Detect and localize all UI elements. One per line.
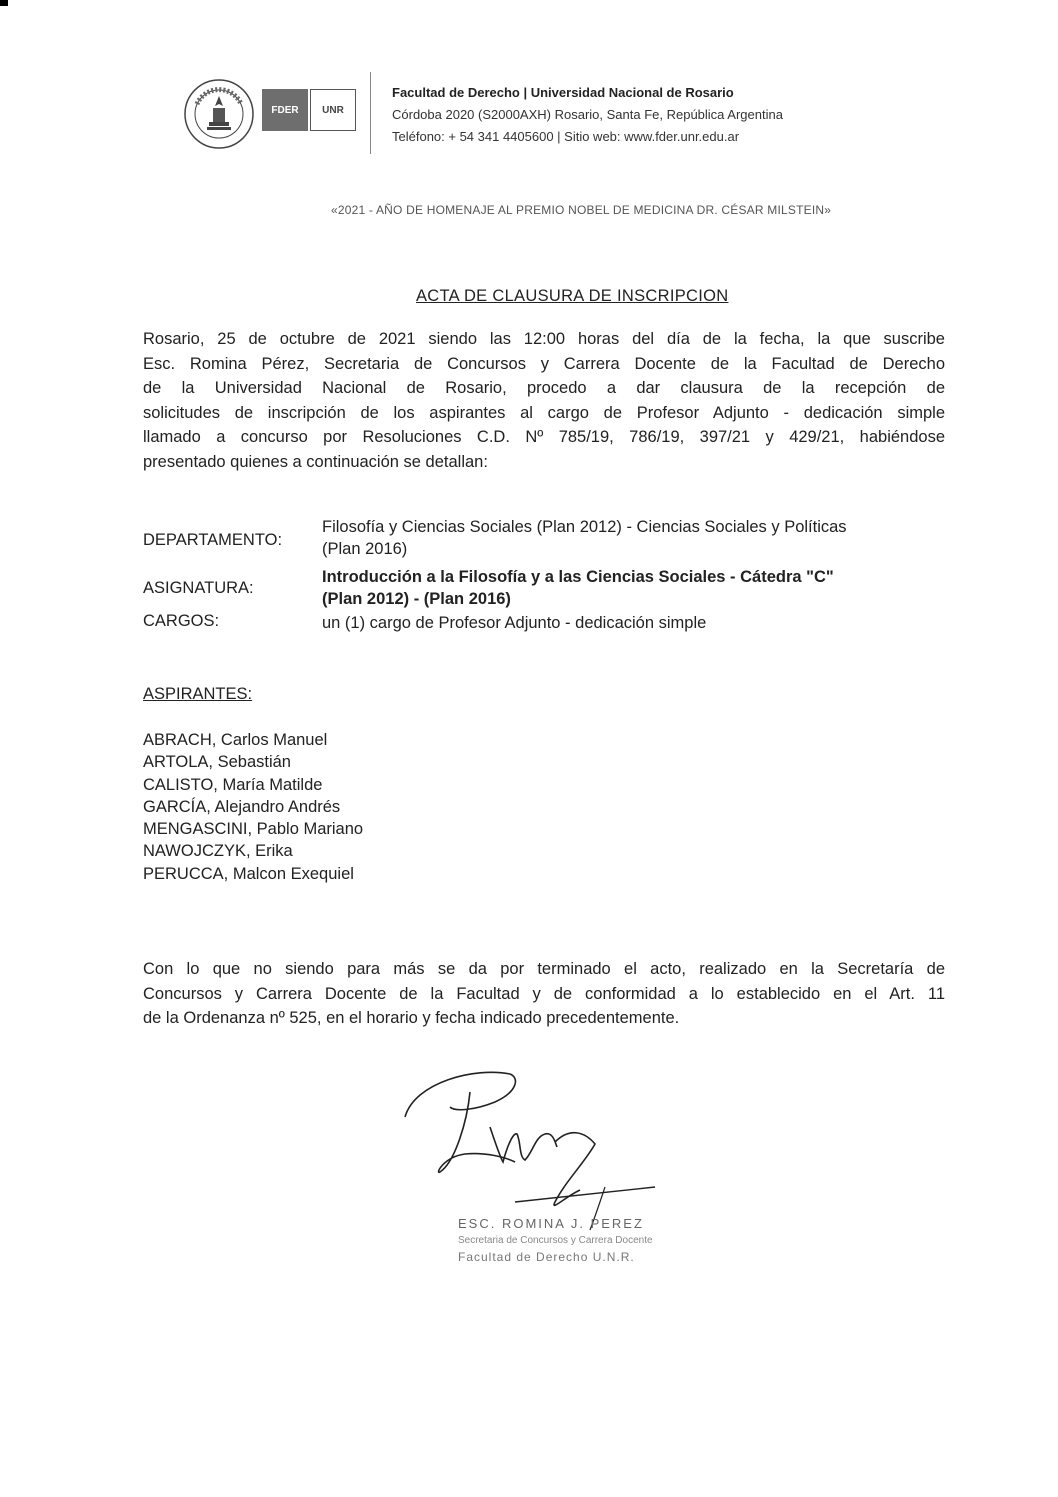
list-item: NAWOJCZYK, Erika <box>143 842 293 861</box>
document-title: ACTA DE CLAUSURA DE INSCRIPCION <box>416 287 729 305</box>
signature-stamp <box>458 1216 653 1264</box>
asignatura-line: Introducción a la Filosofía y a las Ciencias Sociales - Cátedra "C" <box>322 568 834 586</box>
scan-corner-mark <box>0 0 8 6</box>
institution-contact: Teléfono: + 54 341 4405600 | Sitio web: www.fder.unr.edu.ar <box>392 129 740 144</box>
closing-paragraph <box>143 957 945 1031</box>
intro-paragraph <box>143 327 945 474</box>
list-item: GARCÍA, Alejandro Andrés <box>143 797 341 816</box>
cargos-value: un (1) cargo de Profesor Adjunto - dedicación simple <box>322 614 707 632</box>
stamp-unit: Facultad de Derecho U.N.R. <box>458 1250 635 1264</box>
aspirantes-title: ASPIRANTES: <box>143 685 253 703</box>
closing-line: Concursos y Carrera Docente de la Facultad y de conformidad a lo establecido en el Art. 11 <box>143 984 945 1003</box>
intro-line: solicitudes de inscripción de los aspirantes al cargo de Profesor Adjunto - dedicación simple <box>143 403 945 422</box>
intro-line: Esc. Romina Pérez, Secretaria de Concursos y Carrera Docente de la Facultad de Derecho <box>143 354 945 373</box>
list-item: ABRACH, Carlos Manuel <box>143 731 328 749</box>
departamento-line: Filosofía y Ciencias Sociales (Plan 2012) - Ciencias Sociales y Políticas <box>322 518 847 536</box>
intro-line: presentado quienes a continuación se detallan: <box>143 452 488 471</box>
institution-name: Facultad de Derecho | Universidad Nacional de Rosario <box>392 85 734 100</box>
intro-line: Rosario, 25 de octubre de 2021 siendo las 12:00 horas del día de la fecha, la que suscribe <box>143 330 945 348</box>
cargos-label: CARGOS: <box>143 612 220 630</box>
closing-line: de la Ordenanza nº 525, en el horario y fecha indicado precedentemente. <box>143 1009 680 1027</box>
asignatura-value <box>322 566 952 610</box>
list-item: CALISTO, María Matilde <box>143 775 323 794</box>
aspirantes-list <box>143 729 363 885</box>
header-divider <box>370 72 371 154</box>
unr-logo: UNR <box>310 89 356 131</box>
fder-logo: FDER <box>262 89 308 131</box>
departamento-label: DEPARTAMENTO: <box>143 531 283 549</box>
university-seal-icon <box>183 78 255 150</box>
intro-line: llamado a concurso por Resoluciones C.D. Nº 785/19, 786/19, 397/21 y 429/21, habiéndose <box>143 428 945 446</box>
asignatura-line: (Plan 2012) - (Plan 2016) <box>322 590 511 608</box>
institution-address: Córdoba 2020 (S2000AXH) Rosario, Santa Fe, República Argentina <box>392 107 783 122</box>
year-motto: «2021 - AÑO DE HOMENAJE AL PREMIO NOBEL DE MEDICINA DR. CÉSAR MILSTEIN» <box>331 203 832 217</box>
intro-line: de la Universidad Nacional de Rosario, procedo a dar clausura de la recepción de <box>143 379 945 397</box>
handwritten-signature <box>395 1062 665 1232</box>
list-item: MENGASCINI, Pablo Mariano <box>143 820 364 839</box>
list-item: PERUCCA, Malcon Exequiel <box>143 864 354 883</box>
stamp-role: Secretaria de Concursos y Carrera Docente <box>458 1235 653 1246</box>
stamp-name: ESC. ROMINA J. PEREZ <box>458 1216 644 1231</box>
closing-line: Con lo que no siendo para más se da por terminado el acto, realizado en la Secretaría de <box>143 960 945 978</box>
departamento-value <box>322 516 952 560</box>
asignatura-label: ASIGNATURA: <box>143 579 254 597</box>
list-item: ARTOLA, Sebastián <box>143 753 291 772</box>
departamento-line: (Plan 2016) <box>322 540 408 558</box>
header-contact-block <box>392 82 783 148</box>
